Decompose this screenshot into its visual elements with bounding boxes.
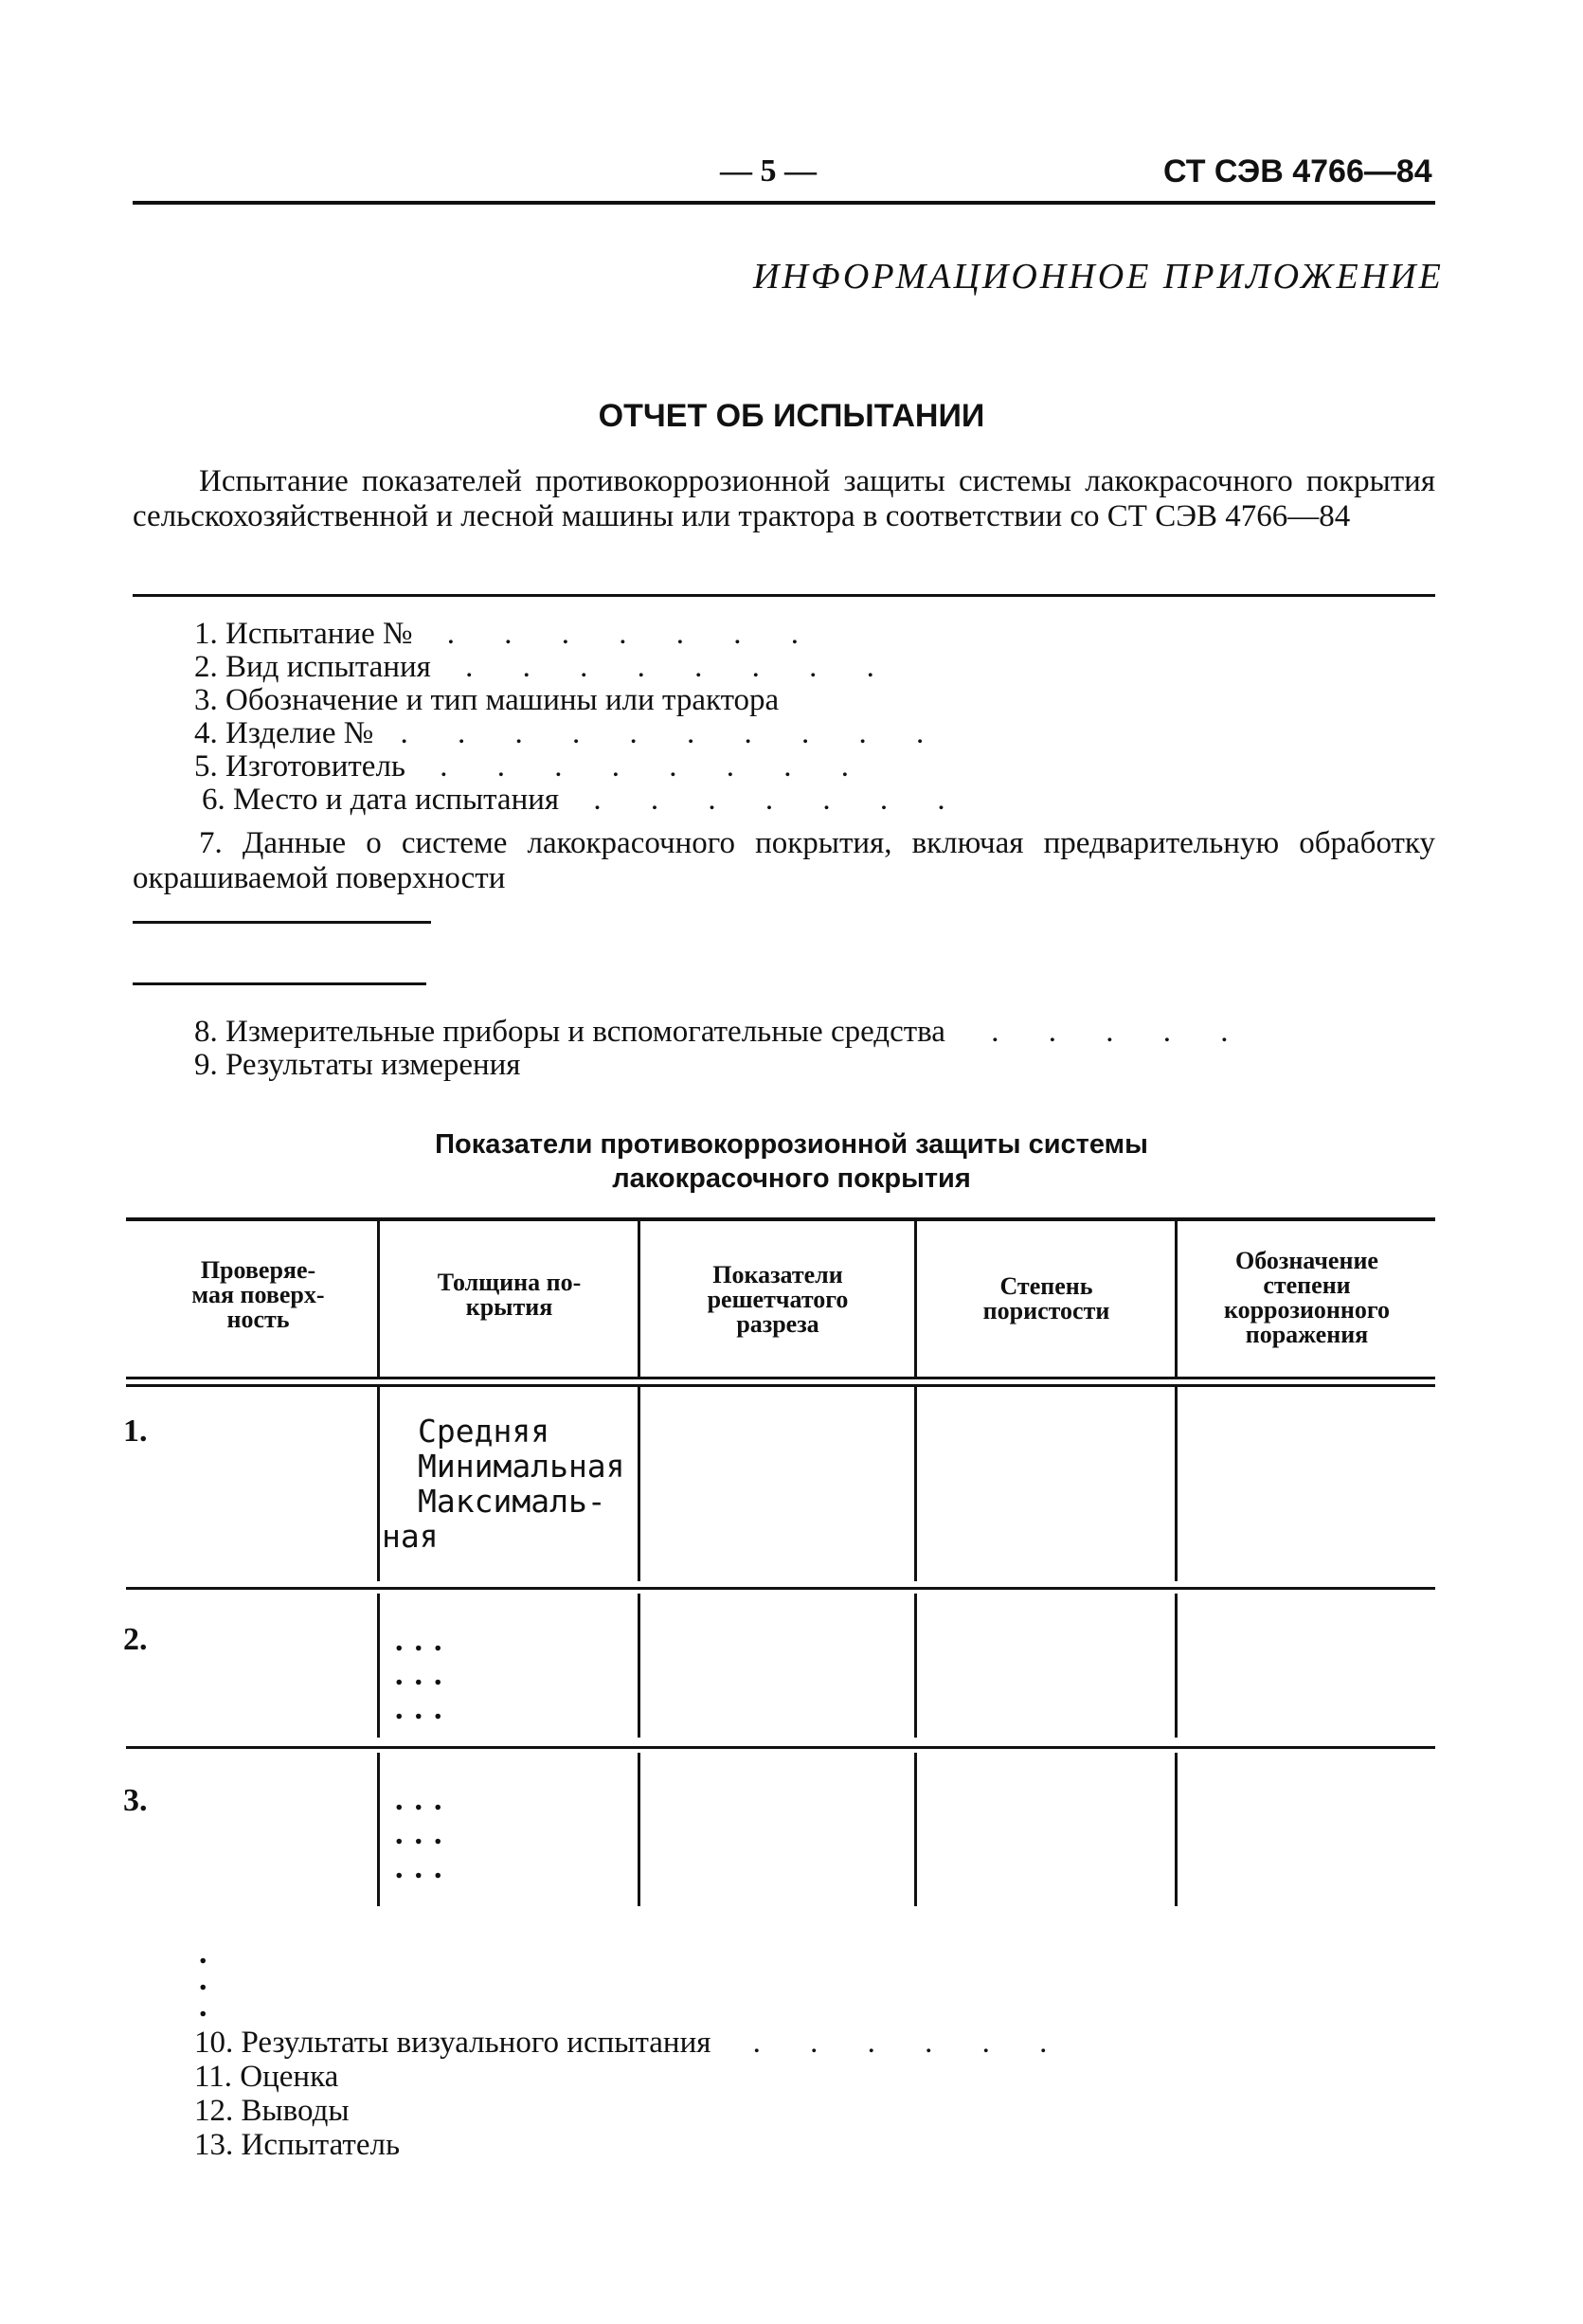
list-item bbox=[194, 618, 819, 651]
item-label: 5. Изготовитель bbox=[194, 749, 405, 784]
blank-fill-line bbox=[133, 982, 426, 985]
table-title bbox=[0, 1127, 1583, 1196]
table-column-line bbox=[1175, 1387, 1178, 1581]
item-label: 11. Оценка bbox=[194, 2060, 339, 2094]
table-column-line bbox=[914, 1594, 917, 1738]
fill-dots: . . . . . . . bbox=[446, 617, 819, 651]
table-column-line bbox=[1175, 1753, 1178, 1906]
table-column-line bbox=[377, 1594, 380, 1738]
ellipsis: ... bbox=[395, 1657, 454, 1692]
table-column-line bbox=[914, 1221, 917, 1377]
table-column-line bbox=[1175, 1594, 1178, 1738]
intro-rule bbox=[133, 594, 1435, 597]
table-header-porosity: Степень пористости bbox=[982, 1272, 1110, 1324]
ellipsis: ... bbox=[395, 1782, 454, 1817]
header-rule bbox=[133, 201, 1435, 205]
table-row-rule bbox=[126, 1587, 1435, 1590]
list-item bbox=[194, 684, 779, 717]
table-column-line bbox=[377, 1221, 380, 1377]
table-title-line: лакокрасочного покрытия bbox=[612, 1163, 971, 1194]
item-label: 8. Измерительные приборы и вспомогательные средства bbox=[194, 1015, 945, 1049]
table-header-rule bbox=[126, 1384, 1435, 1387]
row-number: 3. bbox=[123, 1783, 148, 1818]
appendix-label: ИНФОРМАЦИОННОЕ ПРИЛОЖЕНИЕ bbox=[753, 257, 1444, 297]
fill-dots: . . . . . bbox=[991, 1015, 1250, 1049]
thickness-maximum-cont: ная bbox=[382, 1518, 439, 1555]
intro-paragraph: Испытание показателей противокоррозионной защиты системы лакокрасочного покрытия сельскохозяйственной и лесной машины или трактора в соответствии со СТ СЭВ 4766—84 bbox=[133, 464, 1435, 533]
table-column-line bbox=[638, 1594, 640, 1738]
item-label: 12. Выводы bbox=[194, 2094, 350, 2128]
item-label: 10. Результаты визуального испытания bbox=[194, 2026, 711, 2060]
list-item bbox=[202, 784, 966, 817]
row-number: 1. bbox=[123, 1414, 148, 1449]
continuation-dots: . . . bbox=[199, 1936, 207, 2024]
standard-code: СТ СЭВ 4766—84 bbox=[1163, 153, 1432, 189]
fill-dots: . . . . . . . . bbox=[440, 749, 870, 784]
item-label: 2. Вид испытания bbox=[194, 650, 431, 684]
blank-fill-line bbox=[133, 921, 431, 924]
fill-dots: . . . . . . . bbox=[593, 783, 966, 817]
fill-dots: . . . . . . . . . . bbox=[400, 716, 945, 750]
item-label: 6. Место и дата испытания bbox=[202, 783, 560, 817]
thickness-values bbox=[382, 1414, 625, 1554]
list-item bbox=[194, 651, 895, 684]
table-header-corrosion: Обозначение степени коррозионного поражения bbox=[1223, 1247, 1391, 1348]
page-number: — 5 — bbox=[720, 153, 817, 189]
thickness-minimum: Минимальная bbox=[418, 1448, 625, 1485]
table-row-rule bbox=[126, 1746, 1435, 1749]
item-label: 3. Обозначение и тип машины или трактора bbox=[194, 683, 780, 717]
table-header-crosscut: Показатели решетчатого разреза bbox=[707, 1261, 849, 1338]
table-column-line bbox=[377, 1387, 380, 1581]
ellipsis: ... bbox=[395, 1691, 454, 1726]
report-title: ОТЧЕТ ОБ ИСПЫТАНИИ bbox=[598, 398, 985, 434]
thickness-average: Средняя bbox=[418, 1413, 550, 1450]
table-header-rule bbox=[126, 1377, 1435, 1379]
table-column-line bbox=[1175, 1221, 1178, 1377]
item-label: 1. Испытание № bbox=[194, 617, 413, 651]
table-column-line bbox=[638, 1387, 640, 1581]
ellipsis: ... bbox=[395, 1623, 454, 1658]
ellipsis: ... bbox=[395, 1816, 454, 1851]
fill-dots: . . . . . . bbox=[752, 2026, 1069, 2060]
table-column-line bbox=[914, 1387, 917, 1581]
list-item-7: 7. Данные о системе лакокрасочного покрытия, включая предварительную обработку окрашиваемой поверхности bbox=[133, 826, 1435, 895]
table-column-line bbox=[914, 1753, 917, 1906]
table-title-line: Показатели противокоррозионной защиты системы bbox=[435, 1129, 1148, 1160]
table-header-thickness: Толщина по- крытия bbox=[437, 1269, 582, 1321]
item-label: 13. Испытатель bbox=[194, 2128, 401, 2162]
list-item bbox=[194, 1016, 1249, 1049]
list-item bbox=[194, 750, 870, 784]
list-item bbox=[194, 2094, 350, 2128]
table-column-line bbox=[377, 1753, 380, 1906]
table-header-surface: Проверяе- мая поверх- ность bbox=[191, 1256, 325, 1333]
table-column-line bbox=[638, 1221, 640, 1377]
item-label: 9. Результаты измерения bbox=[194, 1048, 521, 1082]
item-label: 4. Изделие № bbox=[194, 716, 374, 750]
list-item bbox=[194, 2060, 338, 2094]
list-item bbox=[194, 717, 944, 750]
table-column-line bbox=[638, 1753, 640, 1906]
fill-dots: . . . . . . . . bbox=[465, 650, 895, 684]
thickness-maximum: Максималь- bbox=[418, 1483, 606, 1520]
list-item bbox=[194, 2026, 1068, 2060]
list-item bbox=[194, 2128, 400, 2162]
list-item bbox=[194, 1049, 521, 1082]
ellipsis: ... bbox=[395, 1850, 454, 1885]
table-top-rule bbox=[126, 1217, 1435, 1221]
row-number: 2. bbox=[123, 1622, 148, 1657]
